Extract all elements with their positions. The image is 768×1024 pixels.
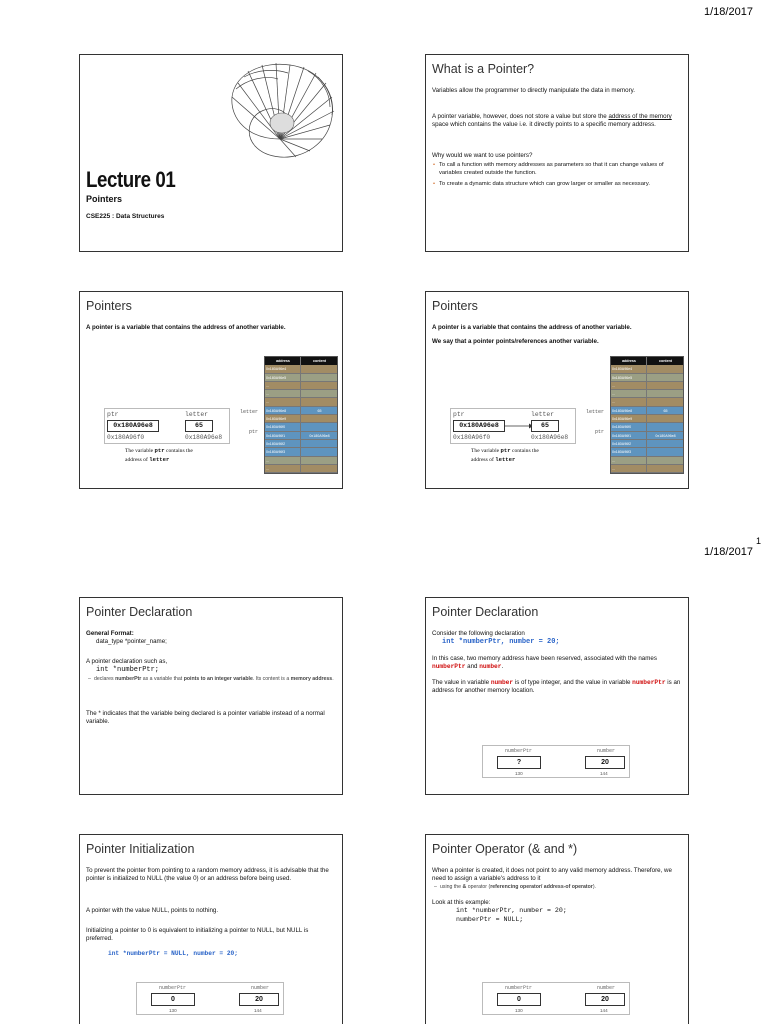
diagram-caption: The variable ptr contains the address of letter (125, 447, 193, 463)
table-row (611, 407, 683, 415)
slide-heading: Pointers (432, 299, 478, 313)
address-cell: ... (611, 382, 647, 389)
slide-pointer-declaration-2 (425, 597, 689, 795)
memory-table (264, 356, 338, 474)
content-cell: 65 (663, 408, 668, 413)
table-row (265, 398, 337, 406)
table-side-label-ptr: ptr (595, 429, 605, 435)
content-cell (647, 448, 683, 455)
slide-heading: Pointer Operator (& and *) (432, 842, 578, 856)
paragraph: To prevent the pointer from pointing to a random memory address, it is advisable that the pointer is initialized to NULL (the value 0) or an address before being used. (86, 867, 329, 883)
table-row (265, 448, 337, 456)
var-address: 130 (515, 1008, 523, 1013)
var-label: numberPtr (505, 748, 533, 754)
slide-heading: Pointers (86, 299, 132, 313)
address-cell: 0x180A96e8 (265, 407, 301, 414)
var-value: 20 (585, 993, 625, 1006)
ptr-address: 0x180A96f0 (453, 434, 491, 441)
memory-diagram (482, 745, 630, 778)
table-row (265, 365, 337, 373)
content-cell (647, 382, 683, 389)
slide-heading: Pointer Initialization (86, 842, 195, 856)
address-cell: ... (265, 398, 301, 405)
content-cell (647, 365, 683, 372)
memory-diagram (136, 982, 284, 1015)
content-cell (301, 423, 337, 430)
var-value: 0 (151, 993, 195, 1006)
var-address: 144 (600, 771, 608, 776)
content-cell (647, 374, 683, 381)
var-address: 144 (600, 1008, 608, 1013)
paragraph: Consider the following declaration int *numberPtr, number = 20; (432, 630, 560, 647)
content-cell (647, 398, 683, 405)
var-address: 144 (254, 1008, 262, 1013)
var-value: 0 (497, 993, 541, 1006)
paragraph: Initializing a pointer to 0 is equivalent to initializing a pointer to NULL, but NULL is preferred. (86, 927, 309, 943)
var-label: number (597, 985, 616, 991)
var-label: number (251, 985, 270, 991)
table-row (265, 374, 337, 382)
list-item: • To call a function with memory addresses as parameters so that it can change values of variables created outside the function. (432, 162, 682, 178)
content-cell (301, 390, 337, 397)
table-row (611, 382, 683, 390)
paragraph: Variables allow the programmer to directly manipulate the data in memory. (432, 87, 636, 94)
address-cell: ... (611, 390, 647, 397)
slide-what-is-pointer (425, 54, 689, 252)
pointer-diagram (450, 408, 576, 444)
table-row (611, 398, 683, 406)
table-row (611, 457, 683, 465)
table-row (611, 465, 683, 473)
general-format: General Format: data_type *pointer_name; (86, 630, 167, 646)
slide-pointer-declaration-1 (79, 597, 343, 795)
address-cell: 0x180A96e5 (611, 374, 647, 381)
address-cell: 0x180A96e4 (265, 365, 301, 372)
table-row (611, 390, 683, 398)
content-cell (647, 465, 683, 472)
var-value: ? (497, 756, 541, 769)
ptr-label: ptr (453, 411, 465, 418)
slide-pointers-1 (79, 291, 343, 489)
var-value: 20 (239, 993, 279, 1006)
address-cell: 0x180A96f0 (611, 423, 647, 430)
paragraph: A pointer with the value NULL, points to nothing. (86, 907, 219, 914)
content-cell (301, 382, 337, 389)
address-cell: 0x180A96e5 (265, 374, 301, 381)
content-cell (647, 440, 683, 447)
paragraph: The value in variable number is of type integer, and the value in variable numberPtr is an address for another memory location. (432, 679, 681, 695)
course-name: CSE225 : Data Structures (86, 213, 165, 220)
content-cell (647, 457, 683, 464)
pointer-diagram (104, 408, 230, 444)
address-cell: 0x180A96f2 (265, 440, 301, 447)
ptr-value: 0x180A96e8 (107, 420, 159, 432)
address-cell: ... (265, 465, 301, 472)
address-cell: 0x180A96e4 (611, 365, 647, 372)
content-cell (647, 423, 683, 430)
letter-address: 0x180A96e8 (531, 434, 569, 441)
content-cell: 0x180A96e8 (655, 433, 676, 438)
table-row (265, 423, 337, 431)
table-row (611, 415, 683, 423)
lecture-title: Lecture 01 (86, 167, 176, 192)
paragraph: In this case, two memory address have been reserved, associated with the names numberPtr and number. (432, 655, 657, 671)
letter-label: letter (185, 411, 209, 418)
slide-heading: What is a Pointer? (432, 62, 535, 76)
paragraph: The * indicates that the variable being declared is a pointer variable instead of a normal variable. (86, 710, 325, 726)
table-header (611, 357, 683, 365)
memory-table (610, 356, 684, 474)
paragraph: A pointer is a variable that contains the address of another variable. (432, 324, 632, 331)
page-date-top: 1/18/2017 (704, 6, 753, 18)
table-row (611, 374, 683, 382)
letter-value: 65 (185, 420, 213, 432)
content-cell: 0x180A96e8 (309, 433, 330, 438)
content-cell (301, 448, 337, 455)
var-address: 130 (169, 1008, 177, 1013)
address-cell: ... (611, 398, 647, 405)
lecture-subtitle: Pointers (86, 194, 123, 204)
address-cell: 0x180A96f3 (265, 448, 301, 455)
table-row (611, 423, 683, 431)
table-side-label-letter: letter (586, 409, 605, 415)
paragraph: We say that a pointer points/references another variable. (432, 338, 599, 345)
slide-heading: Pointer Declaration (432, 605, 539, 619)
table-row (611, 448, 683, 456)
var-label: numberPtr (505, 985, 533, 991)
address-cell: 0x180A96f1 (265, 432, 301, 439)
var-label: number (597, 748, 616, 754)
content-cell (301, 457, 337, 464)
content-cell (301, 415, 337, 422)
slide-title-lecture (79, 54, 343, 252)
memory-diagram (482, 982, 630, 1015)
slide-heading: Pointer Declaration (86, 605, 193, 619)
nautilus-shell-image (218, 59, 342, 165)
header-content: content (659, 359, 672, 363)
code-line: int *numberPtr = NULL, number = 20; (108, 950, 238, 957)
content-cell (301, 465, 337, 472)
diagram-caption: The variable ptr contains the address of letter (471, 447, 539, 463)
address-cell: ... (265, 457, 301, 464)
table-row (265, 415, 337, 423)
address-cell: 0x180A96e9 (611, 415, 647, 422)
slide-pointer-operator (425, 834, 689, 1024)
address-cell: 0x180A96e8 (611, 407, 647, 414)
ptr-address: 0x180A96f0 (107, 434, 145, 441)
header-address: address (611, 357, 647, 365)
table-row (265, 465, 337, 473)
ptr-label: ptr (107, 411, 119, 418)
content-cell (647, 390, 683, 397)
address-cell: 0x180A96f3 (611, 448, 647, 455)
content-cell (301, 365, 337, 372)
var-label: numberPtr (159, 985, 187, 991)
pointer-arrow-icon (505, 423, 533, 429)
table-row (611, 432, 683, 440)
content-cell (647, 415, 683, 422)
letter-value: 65 (531, 420, 559, 432)
paragraph: Look at this example: int *numberPtr, number = 20; numberPtr = NULL; (432, 899, 567, 924)
content-cell: 65 (317, 408, 322, 413)
table-row (265, 457, 337, 465)
address-cell: ... (265, 390, 301, 397)
var-address: 130 (515, 771, 523, 776)
content-cell (301, 398, 337, 405)
header-content: content (313, 359, 326, 363)
var-value: 20 (585, 756, 625, 769)
table-row (265, 440, 337, 448)
ptr-value: 0x180A96e8 (453, 420, 505, 432)
bullet-list (432, 162, 682, 188)
address-cell: 0x180A96e9 (265, 415, 301, 422)
table-side-label-letter: letter (240, 409, 259, 415)
table-header (265, 357, 337, 365)
page-number: 1 (756, 536, 762, 546)
address-cell: ... (611, 465, 647, 472)
table-row (611, 440, 683, 448)
table-row (265, 390, 337, 398)
paragraph: When a pointer is created, it does not point to any valid memory address. Therefore, we need to assign a variable's address to it – using the & operator (referencing operator/ address-of operator). (432, 867, 682, 891)
paragraph: A pointer is a variable that contains the address of another variable. (86, 324, 286, 331)
table-row (265, 382, 337, 390)
content-cell (301, 440, 337, 447)
content-cell (301, 374, 337, 381)
table-row (611, 365, 683, 373)
letter-address: 0x180A96e8 (185, 434, 223, 441)
address-cell: 0x180A96f2 (611, 440, 647, 447)
paragraph: Why would we want to use pointers? (432, 152, 533, 159)
address-cell: ... (611, 457, 647, 464)
address-cell: ... (265, 382, 301, 389)
page-date-middle: 1/18/2017 (704, 546, 753, 558)
slide-pointers-2 (425, 291, 689, 489)
table-side-label-ptr: ptr (249, 429, 259, 435)
paragraph: A pointer variable, however, does not store a value but store the address of the memory space which contains the value i.e. it directly points to a specific memory address. (432, 113, 672, 129)
table-row (265, 407, 337, 415)
letter-label: letter (531, 411, 555, 418)
list-item: • To create a dynamic data structure which can grow larger or smaller as necessary. (432, 181, 682, 189)
address-cell: 0x180A96f1 (611, 432, 647, 439)
address-cell: 0x180A96f0 (265, 423, 301, 430)
declaration-example: A pointer declaration such as, int *numberPtr; – declares numberPtr as a variable that points to an integer variable. Its content is a memory address. (86, 658, 336, 683)
header-address: address (265, 357, 301, 365)
table-row (265, 432, 337, 440)
slide-pointer-initialization (79, 834, 343, 1024)
